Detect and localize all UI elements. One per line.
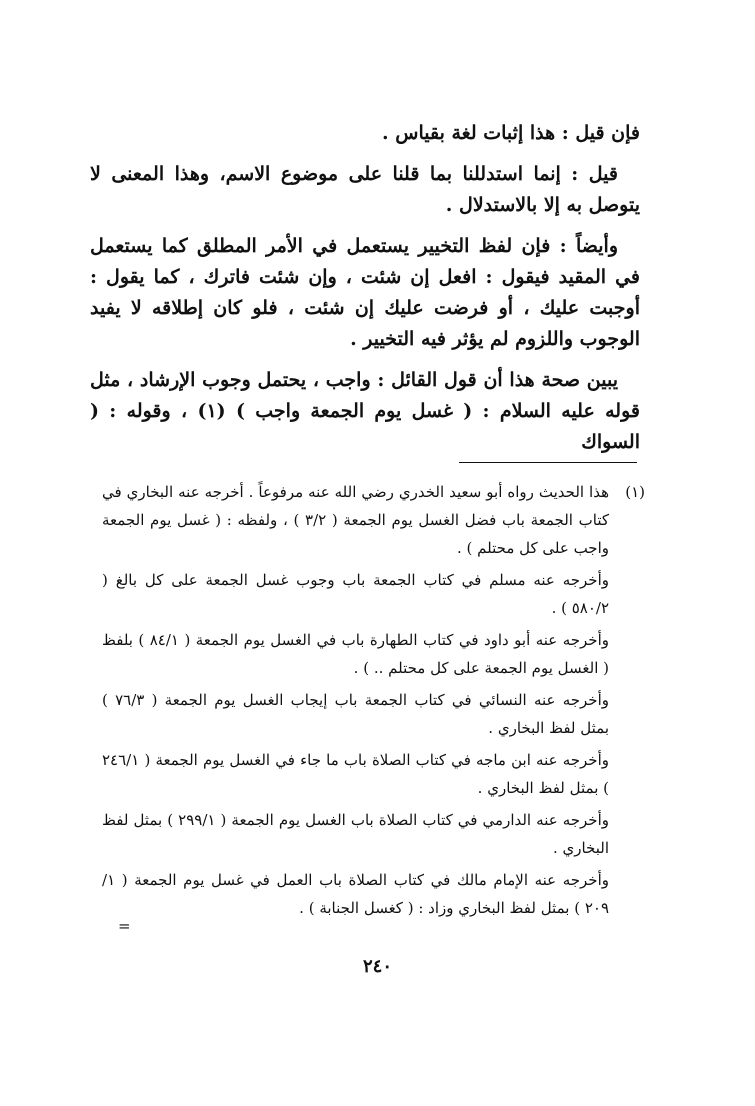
footnote-paragraph: وأخرجه عنه ابن ماجه في كتاب الصلاة باب ما جاء في الغسل يوم الجمعة ( ٢٤٦/١ ) بمثل لفظ البخاري .	[102, 751, 609, 797]
continuation-mark: =	[118, 917, 131, 935]
footnote-separator	[459, 462, 637, 463]
footnote-paragraph: هذا الحديث رواه أبو سعيد الخدري رضي الله عنه مرفوعاً . أخرجه عنه البخاري في كتاب الجمعة باب فضل الغسل يوم الجمعة ( ٣/٢ ) ، ولفظه : ( غسل يوم الجمعة واجب على كل محتلم ) .	[102, 483, 609, 557]
main-text	[90, 118, 640, 468]
main-paragraph: وأيضاً : فإن لفظ التخيير يستعمل في الأمر المطلق كما يستعمل في المقيد فيقول : افعل إن شئت ، وإن شئت فاترك ، كما يقول : أوجبت عليك ، أو فرضت عليك إن شئت ، فلو كان إطلاقه لا يفيد الوجوب واللزوم لم يؤثر فيه التخيير .	[90, 235, 640, 350]
footnote-paragraph: وأخرجه عنه الإمام مالك في كتاب الصلاة باب العمل في غسل يوم الجمعة ( ١/ ٢٠٩ ) بمثل لفظ البخاري وزاد : ( كغسل الجنابة ) .	[102, 871, 609, 917]
footnote-paragraph: وأخرجه عنه الدارمي في كتاب الصلاة باب الغسل يوم الجمعة ( ٢٩٩/١ ) بمثل لفظ البخاري .	[102, 811, 609, 857]
footnote-paragraph: وأخرجه عنه أبو داود في كتاب الطهارة باب في الغسل يوم الجمعة ( ٨٤/١ ) بلفظ ( الغسل يوم الجمعة على كل محتلم .. ) .	[102, 631, 609, 677]
main-paragraph: قيل : إنما استدللنا بما قلنا على موضوع الاسم، وهذا المعنى لا يتوصل به إلا بالاستدلال .	[90, 163, 640, 216]
footnote-paragraph: وأخرجه عنه مسلم في كتاب الجمعة باب وجوب غسل الجمعة على كل بالغ ( ٥٨٠/٢ ) .	[102, 571, 609, 617]
footnote-body	[102, 478, 609, 926]
main-paragraph: فإن قيل : هذا إثبات لغة بقياس .	[382, 122, 640, 144]
page-number: ٢٤٠	[362, 956, 392, 977]
footnote-marker: (١)	[625, 483, 645, 501]
main-paragraph: يبين صحة هذا أن قول القائل : واجب ، يحتمل وجوب الإرشاد ، مثل قوله عليه السلام : ( غسل يوم الجمعة واجب ) (١) ، وقوله : ( السواك	[90, 369, 640, 453]
footnotes	[102, 478, 645, 926]
footnote	[102, 478, 645, 926]
footnote-paragraph: وأخرجه عنه النسائي في كتاب الجمعة باب إيجاب الغسل يوم الجمعة ( ٧٦/٣ ) بمثل لفظ البخاري .	[102, 691, 609, 737]
